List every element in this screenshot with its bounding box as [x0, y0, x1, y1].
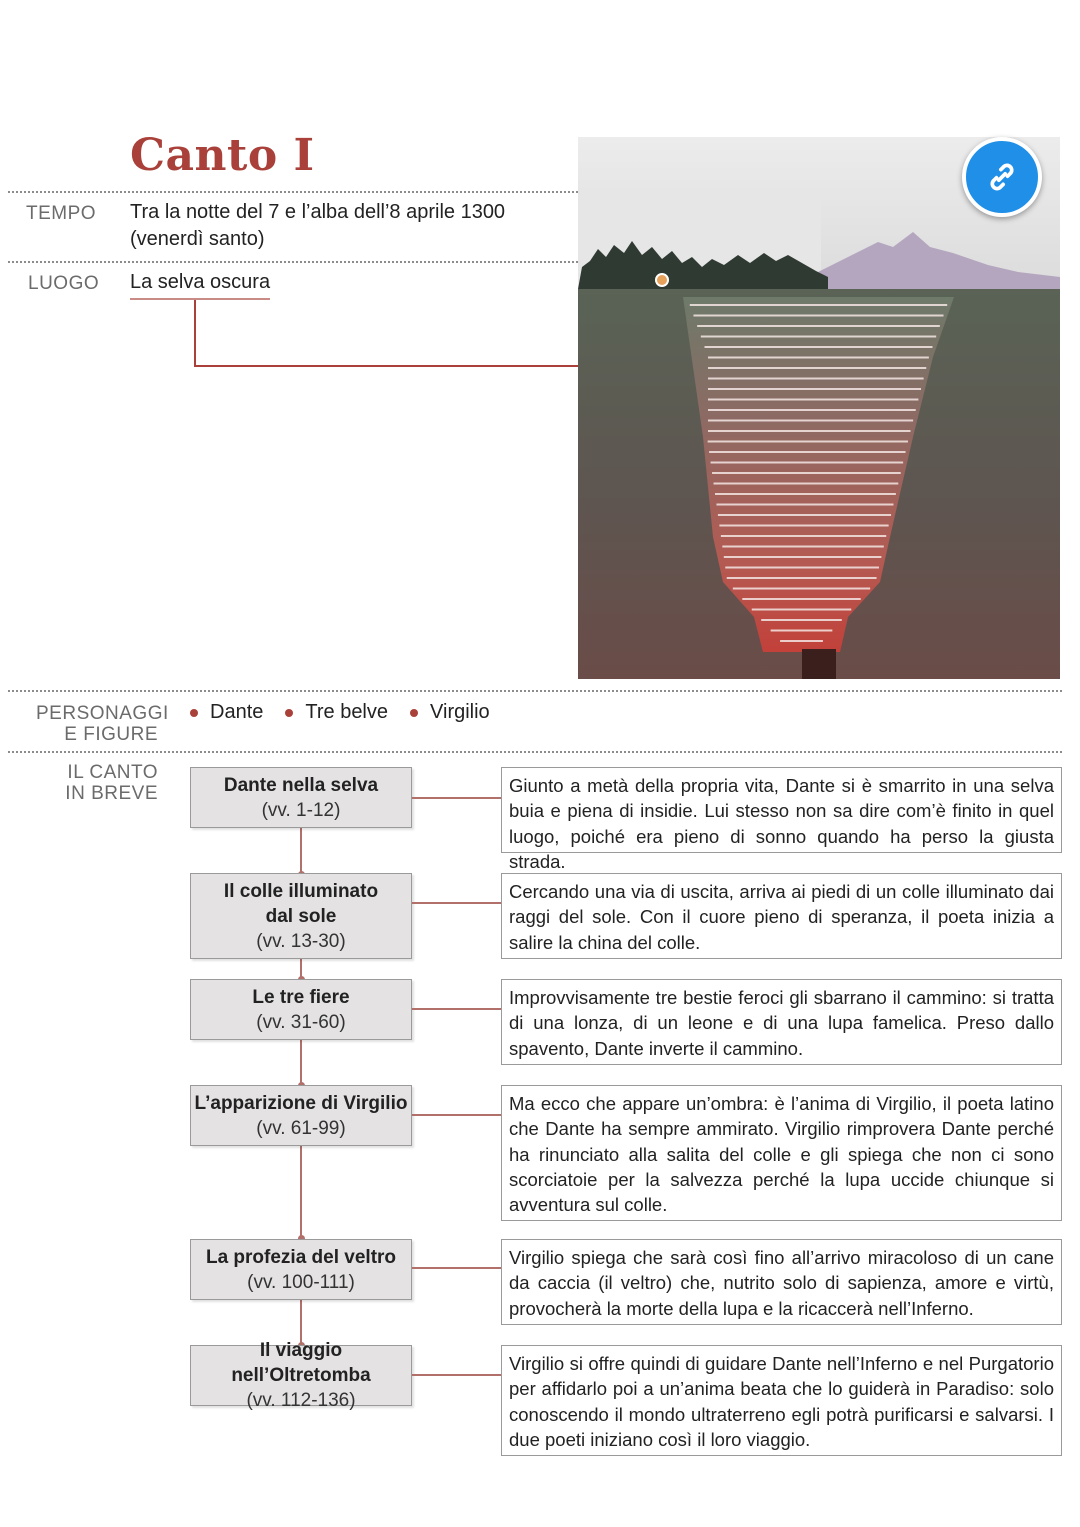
luogo-value: La selva oscura [130, 269, 270, 300]
tempo-line: (venerdì santo) [130, 228, 265, 250]
pit [802, 649, 836, 679]
section-title: L’apparizione di Virgilio [194, 1092, 408, 1114]
personaggi-label-line: PERSONAGGI [36, 703, 169, 724]
section-title: Il viaggio nell’Oltretomba [231, 1340, 371, 1386]
section-verses: (vv. 112-136) [246, 1390, 356, 1411]
section-connector [412, 902, 501, 904]
section-verses: (vv. 13-30) [256, 930, 346, 952]
section-description: Virgilio spiega che sarà così fino all’arrivo miracoloso di un cane da caccia (il veltro) che, nutrito solo di sapienza, amore e virtù, provocherà la morte della lupa e la ricaccerà nell’Inferno. [501, 1239, 1062, 1325]
section-connector [412, 1374, 501, 1376]
section-title: Le tre fiere [252, 986, 350, 1008]
section-title: dal sole [265, 905, 337, 927]
bullet-icon [190, 709, 198, 717]
tempo-line: Tra la notte del 7 e l’alba dell’8 aprile 1300 [130, 201, 506, 223]
section-description: Cercando una via di uscita, arriva ai piedi di un colle illuminato dai raggi del sole. Con il cuore pieno di speranza, il poeta inizia a salire la china del colle. [501, 873, 1062, 959]
section-box-colle-illuminato [190, 873, 412, 959]
canto-label-line: IL CANTO [67, 762, 158, 783]
flow-connector [300, 827, 302, 874]
canto-label-line: IN BREVE [65, 783, 158, 804]
person-item [410, 701, 490, 724]
section-box-dante-nella-selva [190, 767, 412, 828]
link-icon [983, 158, 1021, 196]
section-connector [412, 1267, 501, 1269]
link-button[interactable] [962, 137, 1042, 217]
section-box-profezia-veltro [190, 1239, 412, 1300]
person-item [190, 701, 263, 724]
inferno-illustration [578, 137, 1060, 679]
person-name: Dante [210, 701, 264, 723]
personaggi-label [36, 703, 169, 745]
section-box-apparizione-virgilio [190, 1085, 412, 1146]
personaggi-list [190, 701, 512, 724]
section-box-viaggio-oltretomba [190, 1340, 412, 1411]
section-verses: (vv. 100-111) [247, 1271, 355, 1293]
person-name: Tre belve [305, 701, 389, 723]
tempo-value [130, 199, 505, 253]
bullet-icon [410, 709, 418, 717]
section-verses: (vv. 61-99) [256, 1117, 346, 1139]
person-name: Virgilio [430, 701, 490, 723]
divider [8, 751, 1062, 753]
luogo-connector [194, 300, 196, 367]
section-description: Ma ecco che appare un’ombra: è l’anima di Virgilio, il poeta latino che Dante ha sempre ammirato. Virgilio rimprovera Dante perché ha rinunciato alla salita del colle e gli spiega che non ci sono scorciatoie per la salvezza perché la lupa uccide chiunque si avventura sul colle. [501, 1085, 1062, 1221]
divider [8, 261, 578, 263]
inferno-svg [578, 137, 1060, 679]
location-marker [656, 274, 668, 286]
page-title: Canto I [130, 130, 315, 181]
section-title: Dante nella selva [223, 774, 379, 796]
section-verses: (vv. 1-12) [261, 799, 341, 821]
section-verses: (vv. 31-60) [256, 1011, 346, 1033]
flow-connector [300, 1146, 302, 1239]
bullet-icon [285, 709, 293, 717]
section-connector [412, 1114, 501, 1116]
divider [8, 690, 1062, 692]
section-title: Il colle illuminato [223, 880, 379, 902]
section-connector [412, 797, 501, 799]
flow-connector [300, 1039, 302, 1086]
section-description: Giunto a metà della propria vita, Dante si è smarrito in una selva buia e piena di insidie. Lui stesso non sa dire com’è finito in quel luogo, poiché era pieno di sonno quando ha perso la giusta strada. [501, 767, 1062, 853]
section-title: La profezia del veltro [205, 1246, 397, 1268]
person-item [285, 701, 388, 724]
section-connector [412, 1008, 501, 1010]
canto-label [36, 762, 158, 804]
section-description: Improvvisamente tre bestie feroci gli sbarrano il cammino: si tratta di una lonza, di un leone e di una lupa famelica. Preso dallo spavento, Dante inverte il cammino. [501, 979, 1062, 1065]
tempo-label: TEMPO [26, 203, 97, 224]
divider [8, 191, 578, 193]
personaggi-label-line: E FIGURE [64, 724, 158, 745]
section-description: Virgilio si offre quindi di guidare Dante nell’Inferno e nel Purgatorio per affidarlo poi a un’anima beata che lo guiderà in Paradiso: solo conoscendo il mondo ultraterreno egli potrà purificarsi e salvarsi. I due poeti iniziano così il loro viaggio. [501, 1345, 1062, 1456]
luogo-label: LUOGO [28, 273, 100, 294]
section-box-tre-fiere [190, 979, 412, 1040]
